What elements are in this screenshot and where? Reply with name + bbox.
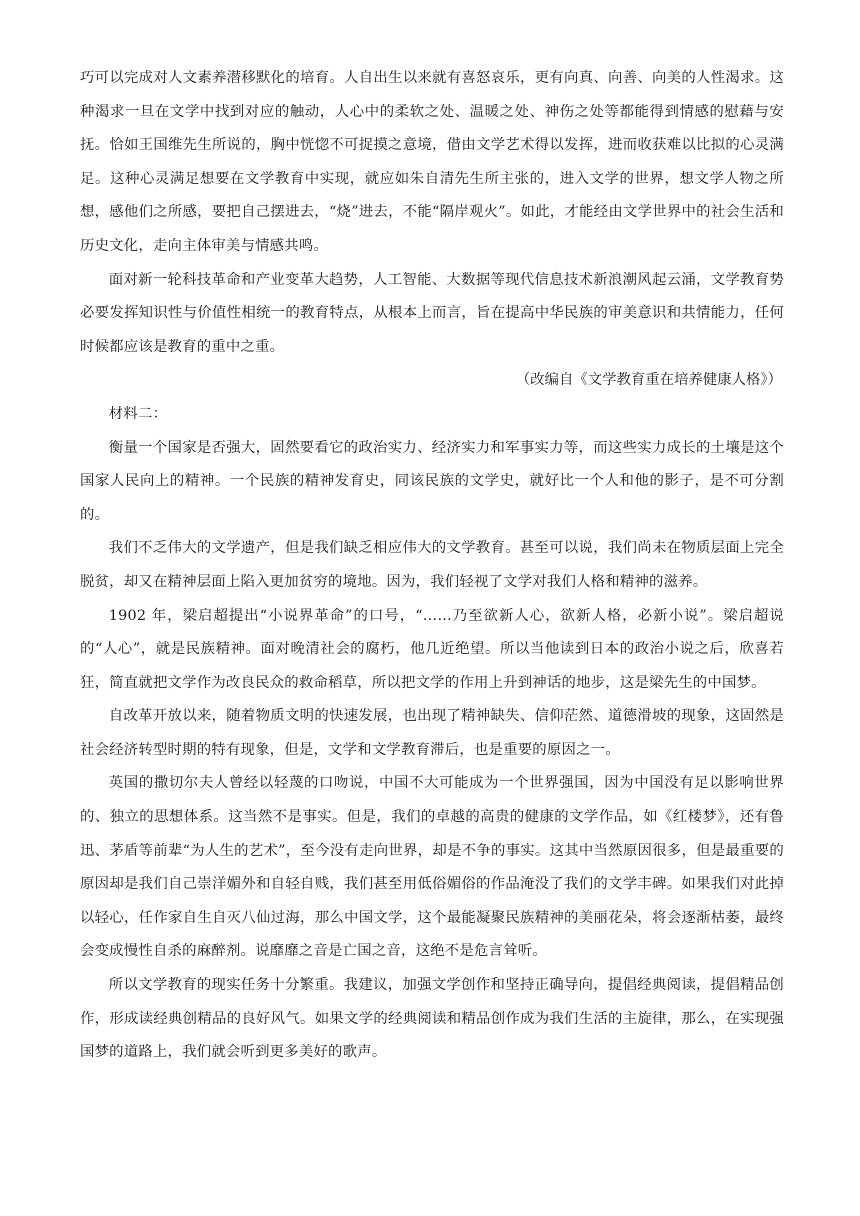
paragraph-1: 巧可以完成对人文素养潜移默化的培育。人自出生以来就有喜怒哀乐，更有向真、向善、向美的人性渴求。这种渴求一旦在文学中找到对应的触动，人心中的柔软之处、温暖之处、神伤之处等都能得到情感的慰藉与安抚。恰如王国维先生所说的，胸中恍惚不可捉摸之意境，借由文学艺术得以发挥，进而收获难以比拟的心灵满足。这种心灵满足想要在文学教育中实现，就应如朱自清先生所主张的，进入文学的世界，想文学人物之所想，感他们之所感，要把自己摆进去，“烧”进去，不能“隔岸观火”。如此，才能经由文学世界中的社会生活和历史文化，走向主体审美与情感共鸣。: [80, 70, 784, 254]
material-paragraph-5: 英国的撒切尔夫人曾经以轻蔑的口吻说，中国不大可能成为一个世界强国，因为中国没有足以影响世界的、独立的思想体系。这当然不是事实。但是，我们的卓越的高贵的健康的文学作品，如《红楼梦》，还有鲁迅、茅盾等前辈“为人生的艺术”，至今没有走向世界，却是不争的事实。这其中当然原因很多，但是最重要的原因却是我们自己崇洋媚外和自轻自贱，我们甚至用低俗媚俗的作品淹没了我们的文学丰碑。如果我们对此掉以轻心，任作家自生自灭八仙过海，那么中国文学，这个最能凝聚民族精神的美丽花朵，将会逐渐枯萎，最终会变成慢性自杀的麻醉剂。说靡靡之音是亡国之音，这绝不是危言耸听。: [80, 775, 784, 960]
material-paragraph-6: 所以文学教育的现实任务十分繁重。我建议，加强文学创作和坚持正确导向，提倡经典阅读，提倡精品创作，形成读经典创精品的良好风气。如果文学的经典阅读和精品创作成为我们生活的主旋律，那么，在实现强国梦的道路上，我们就会听到更多美好的歌声。: [80, 977, 784, 1061]
material-paragraph-4: 自改革开放以来，随着物质文明的快速发展，也出现了精神缺失、信仰茫然、道德滑坡的现象，这固然是社会经济转型时期的特有现象，但是，文学和文学教育滞后，也是重要的原因之一。: [80, 708, 784, 758]
material-label: 材料二：: [108, 405, 168, 422]
source-note: （改编自《文学教育重在培养健康人格》）: [515, 372, 782, 389]
material-paragraph-3: 1902 年，梁启超提出“小说界革命”的口号，“……乃至欲新人心，欲新人格，必新小说”。梁启超说的“人心”，就是民族精神。面对晚清社会的腐朽，他几近绝望。所以当他读到日本的政治小说之后，欣喜若狂，简直就把文学作为改良民众的救命稻草，所以把文学的作用上升到神话的地步，这是梁先生的中国梦。: [80, 607, 784, 691]
material-paragraph-2: 我们不乏伟大的文学遗产，但是我们缺乏相应伟大的文学教育。甚至可以说，我们尚未在物质层面上完全脱贫，却又在精神层面上陷入更加贫穷的境地。因为，我们轻视了文学对我们人格和精神的滋养。: [80, 540, 784, 590]
material-paragraph-1: 衡量一个国家是否强大，固然要看它的政治实力、经济实力和军事实力等，而这些实力成长的土壤是这个国家人民向上的精神。一个民族的精神发育史，同该民族的文学史，就好比一个人和他的影子，是不可分割的。: [80, 439, 784, 523]
paragraph-2: 面对新一轮科技革命和产业变革大趋势，人工智能、大数据等现代信息技术新浪潮风起云涌，文学教育势必要发挥知识性与价值性相统一的教育特点，从根本上而言，旨在提高中华民族的审美意识和共情能力，任何时候都应该是教育的重中之重。: [80, 271, 784, 355]
